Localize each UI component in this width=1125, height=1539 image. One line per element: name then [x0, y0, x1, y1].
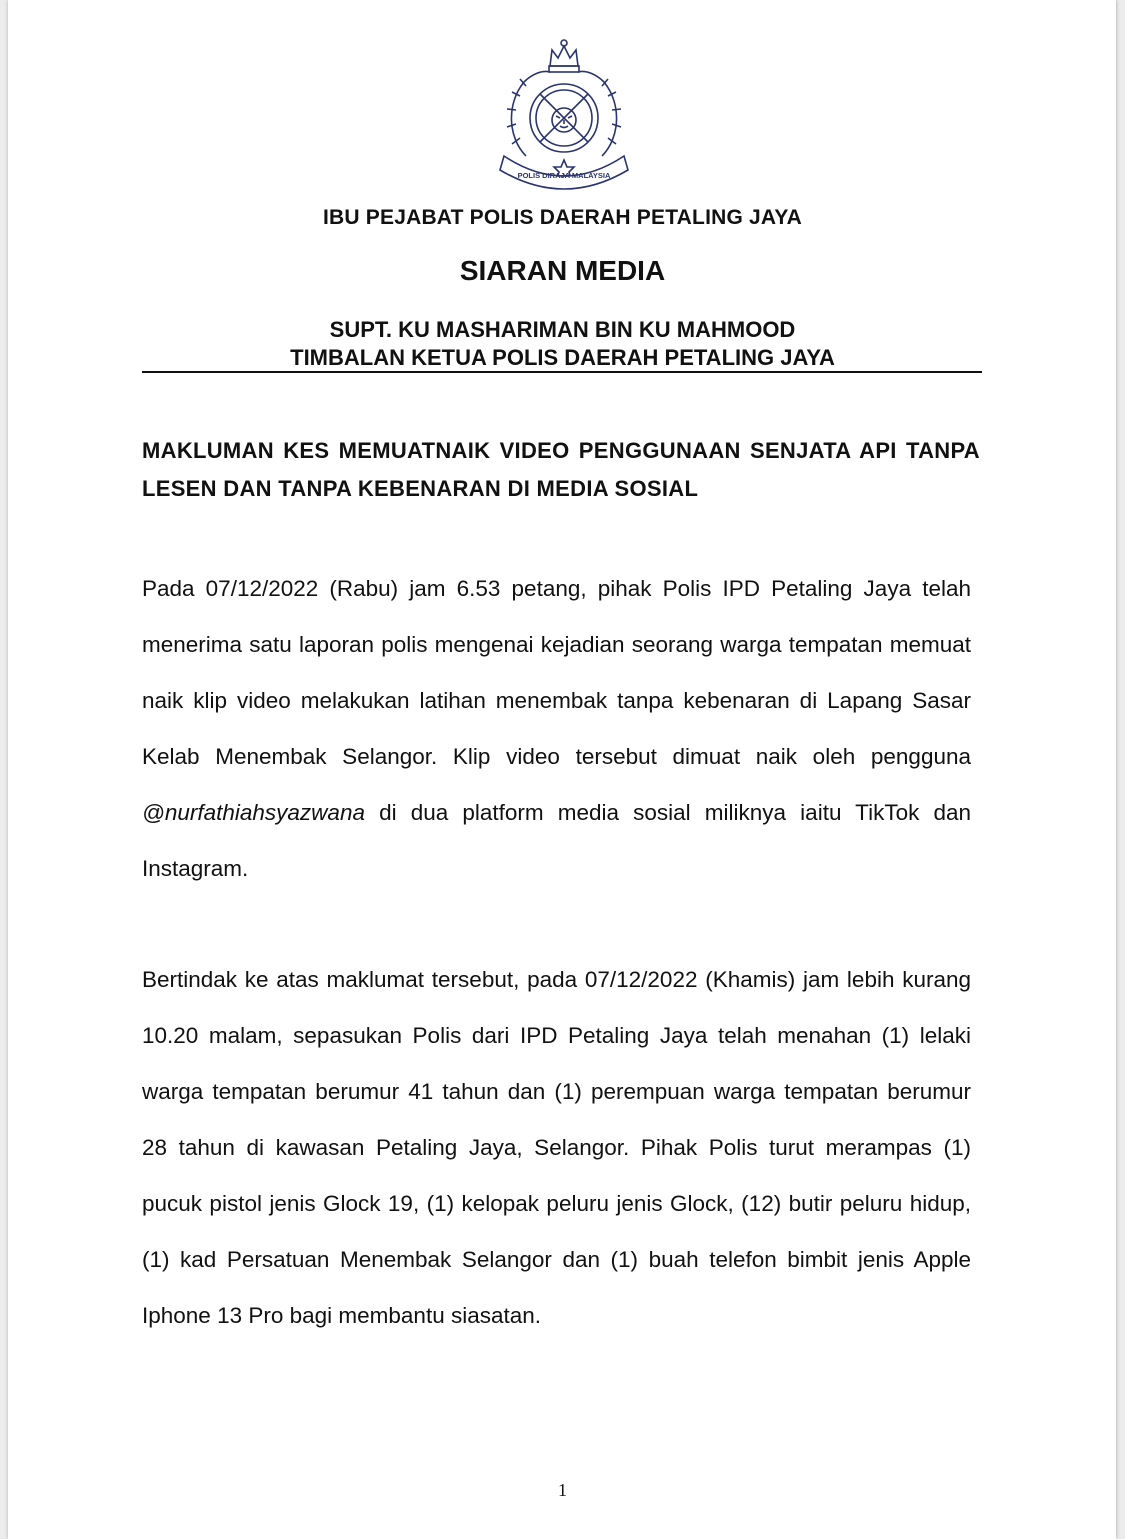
police-crest-logo: [494, 38, 634, 190]
paragraph-1-text-start: Pada 07/12/2022 (Rabu) jam 6.53 petang, pihak Polis IPD Petaling Jaya telah menerima satu laporan polis mengenai kejadian seorang warga tempatan memuat naik klip video melakukan latihan menembak tanpa kebenaran di Lapang Sasar Kelab Menembak Selangor. Klip video tersebut dimuat naik oleh pengguna: [142, 576, 971, 769]
page-number: 1: [558, 1480, 567, 1500]
issuer-name: SUPT. KU MASHARIMAN BIN KU MAHMOOD: [329, 317, 796, 342]
office-heading: IBU PEJABAT POLIS DAERAH PETALING JAYA: [322, 206, 802, 229]
subject-heading: MAKLUMAN KES MEMUATNAIK VIDEO PENGGUNAAN SENJATA API TANPA LESEN DAN TANPA KEBENARAN DI MEDIA SOSIAL: [142, 438, 980, 501]
social-media-handle: @nurfathiahsyazwana: [142, 800, 365, 825]
body-paragraph-2: Bertindak ke atas maklumat tersebut, pada 07/12/2022 (Khamis) jam lebih kurang 10.20 malam, sepasukan Polis dari IPD Petaling Jaya telah menahan (1) lelaki warga tempatan berumur 41 tahun dan (1) perempuan warga tempatan berumur 28 tahun di kawasan Petaling Jaya, Selangor. Pihak Polis turut merampas (1) pucuk pistol jenis Glock 19, (1) kelopak peluru jenis Glock, (12) butir peluru hidup, (1) kad Persatuan Menembak Selangor dan (1) buah telefon bimbit jenis Apple Iphone 13 Pro bagi membantu siasatan.: [142, 967, 971, 1328]
crest-ribbon-text: POLIS DIRAJA MALAYSIA: [517, 171, 611, 180]
header-divider: [142, 371, 982, 373]
document-type-title: SIARAN MEDIA: [459, 255, 666, 286]
issuer-block: [0, 316, 1125, 372]
paragraph-1-text-end: di dua platform media sosial miliknya iaitu TikTok dan Instagram.: [142, 800, 971, 881]
issuer-title: TIMBALAN KETUA POLIS DAERAH PETALING JAYA: [290, 345, 835, 370]
body-paragraph-1: [142, 561, 971, 897]
